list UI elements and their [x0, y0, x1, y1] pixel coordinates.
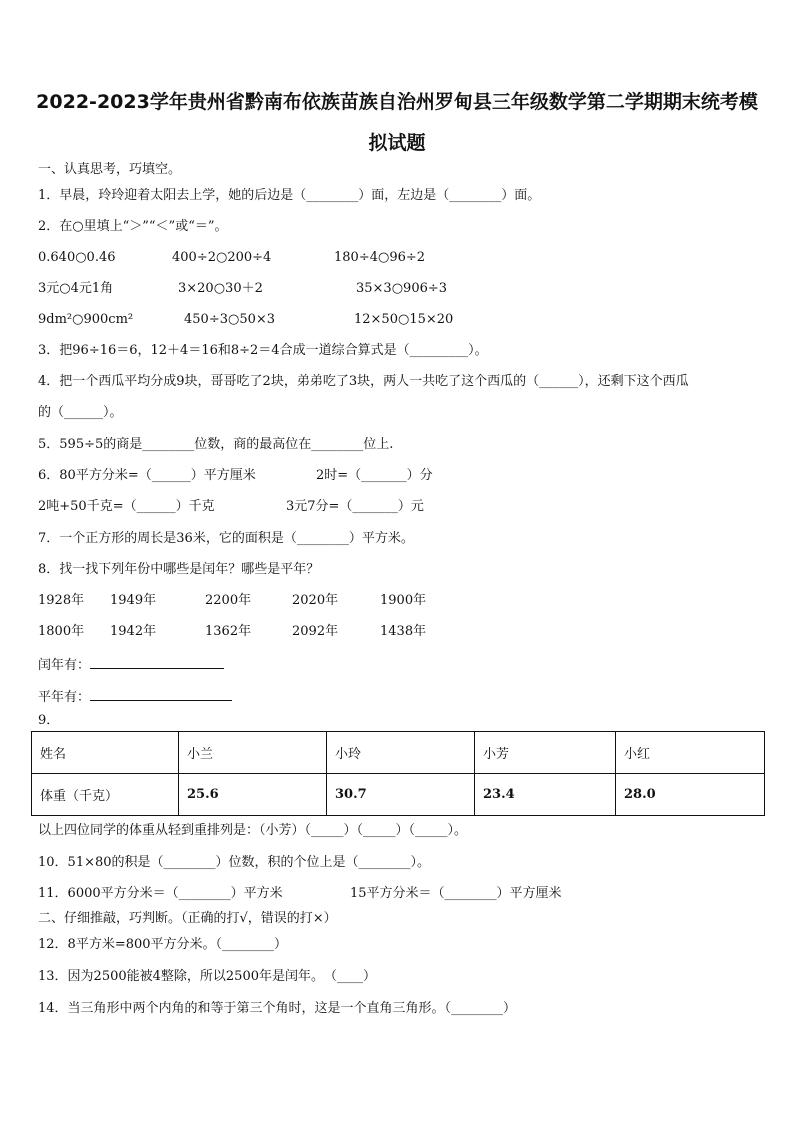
table-row: [32, 774, 765, 816]
question-1: 1．早晨，玲玲迎着太阳去上学，她的后边是（________）面，左边是（________）面。: [38, 188, 541, 203]
year-item: 1928年: [38, 593, 85, 608]
question-6-part: 3元7分=（_______）元: [286, 499, 424, 514]
table-cell: 体重（千克）: [32, 774, 179, 816]
common-year-blank: [90, 687, 232, 701]
question-4: 4．把一个西瓜平均分成9块，哥哥吃了2块，弟弟吃了3块，两人一共吃了这个西瓜的（______），还剩下这个西瓜: [38, 374, 689, 389]
question-11-part: 11．6000平方分米＝（________）平方米: [38, 886, 283, 901]
table-cell: 25.6: [179, 774, 327, 816]
question-6-part: 2吨+50千克=（______）千克: [38, 499, 215, 514]
year-item: 1362年: [205, 624, 252, 639]
table-cell: 姓名: [32, 732, 179, 774]
year-item: 1800年: [38, 624, 85, 639]
page-title-continued: 拟试题: [368, 132, 426, 154]
table-cell: 30.7: [327, 774, 475, 816]
question-8: 8．找一找下列年份中哪些是闰年？哪些是平年？: [38, 562, 320, 577]
table-cell: 小芳: [475, 732, 616, 774]
table-cell: 小玲: [327, 732, 475, 774]
compare-item: 400÷2○200÷4: [172, 250, 272, 265]
table-cell: 小兰: [179, 732, 327, 774]
compare-item: 9dm²○900cm²: [38, 312, 134, 327]
question-4-continued: 的（______）。: [38, 405, 123, 420]
question-11-part: 15平方分米＝（________）平方厘米: [350, 886, 562, 901]
question-5: 5．595÷5的商是________位数，商的最高位在________位上.: [38, 437, 394, 452]
question-2: 2．在○里填上“＞”“＜”或“＝”。: [38, 219, 228, 234]
question-12: 12．8平方米=800平方分米。（________）: [38, 937, 288, 952]
compare-item: 180÷4○96÷2: [334, 250, 426, 265]
table-cell: 28.0: [616, 774, 765, 816]
table-cell: 小红: [616, 732, 765, 774]
leap-year-answer-line: [38, 655, 224, 674]
common-year-label: 平年有：: [38, 690, 91, 705]
leap-year-blank: [90, 655, 224, 669]
question-9: 9．: [38, 713, 60, 728]
question-9-answer: 以上四位同学的体重从轻到重排列是：（小芳）（_____）（_____）（_____）。: [38, 823, 468, 838]
question-14: 14．当三角形中两个内角的和等于第三个角时，这是一个直角三角形。（________）: [38, 1001, 517, 1016]
compare-item: 450÷3○50×3: [184, 312, 276, 327]
leap-year-label: 闰年有：: [38, 658, 91, 673]
question-6-part: 2时=（_______）分: [316, 468, 433, 483]
year-item: 2020年: [292, 593, 339, 608]
weight-table: [31, 731, 765, 816]
question-10: 10．51×80的积是（________）位数，积的个位上是（________）。: [38, 855, 431, 870]
common-year-answer-line: [38, 687, 232, 706]
table-cell: 23.4: [475, 774, 616, 816]
year-item: 1949年: [110, 593, 157, 608]
compare-item: 35×3○906÷3: [356, 281, 448, 296]
compare-item: 3元○4元1角: [38, 281, 114, 296]
table-header-row: [32, 732, 765, 774]
year-item: 1438年: [380, 624, 427, 639]
question-7: 7．一个正方形的周长是36米，它的面积是（________）平方米。: [38, 531, 414, 546]
question-6-part: 6．80平方分米=（______）平方厘米: [38, 468, 256, 483]
section-heading-true-false: 二、仔细推敲，巧判断。（正确的打√，错误的打×）: [38, 911, 337, 926]
compare-item: 3×20○30＋2: [178, 281, 263, 296]
question-13: 13．因为2500能被4整除，所以2500年是闰年。 （____）: [38, 969, 376, 984]
compare-item: 12×50○15×20: [354, 312, 454, 327]
year-item: 1942年: [110, 624, 157, 639]
page-title: 2022-2023学年贵州省黔南布依族苗族自治州罗甸县三年级数学第二学期期末统考模: [36, 91, 758, 113]
compare-item: 0.640○0.46: [38, 250, 116, 265]
section-heading-fill-blanks: 一、认真思考，巧填空。: [38, 162, 182, 177]
year-item: 2200年: [205, 593, 252, 608]
year-item: 2092年: [292, 624, 339, 639]
question-3: 3．把96÷16＝6，12＋4＝16和8÷2＝4合成一道综合算式是（_________）。: [38, 343, 488, 358]
year-item: 1900年: [380, 593, 427, 608]
